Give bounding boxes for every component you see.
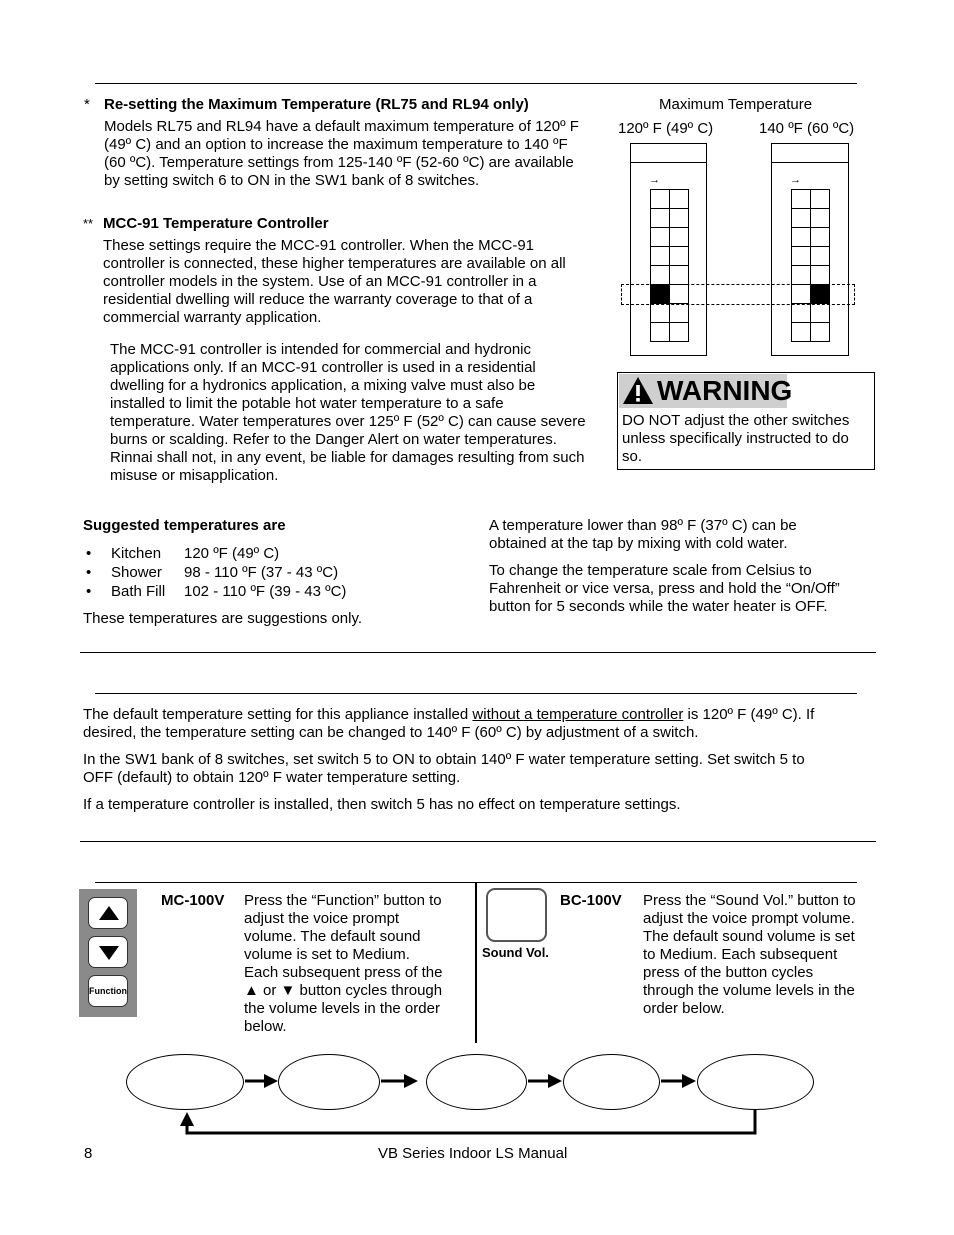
body-line: residential dwelling will reduce the warranty coverage to that of a [103, 291, 533, 308]
body-line: misuse or misapplication. [110, 467, 279, 484]
body-line: temperature. Water temperatures over 125º F (52º C) can cause severe [110, 413, 586, 430]
room-temp: 102 - 110 ºF (39 - 43 ºC) [184, 583, 347, 600]
bullet-icon: • [86, 583, 92, 600]
body-line: adjust the voice prompt [244, 910, 400, 927]
room-label: Kitchen [111, 545, 162, 562]
manual-title: VB Series Indoor LS Manual [378, 1145, 568, 1162]
body-line: order below. [643, 1000, 725, 1017]
warning-title: WARNING [657, 375, 793, 406]
body-line: burns or scalding. Refer to the Danger Alert on water temperatures. [110, 431, 557, 448]
body-line: Fahrenheit or vice versa, press and hold the “On/Off” [489, 580, 840, 597]
body-line: Press the “Sound Vol.” button to [643, 892, 856, 909]
body-line: by setting switch 6 to ON in the SW1 bank of 8 switches. [104, 172, 480, 189]
arrow-right-icon: → [649, 174, 660, 186]
arrow-right-icon [264, 1074, 278, 1088]
reset-max-heading: Re-setting the Maximum Temperature (RL75 and RL94 only) [104, 96, 529, 113]
arrow-right-icon [548, 1074, 562, 1088]
mc100v-model: MC-100V [161, 892, 225, 909]
page-number: 8 [84, 1145, 93, 1162]
warning-line: so. [622, 448, 643, 465]
body-line: obtained at the tap by mixing with cold water. [489, 535, 788, 552]
body-line: (49º C) and an option to increase the maximum temperature to 140 ºF [104, 136, 568, 153]
body-line: controller is connected, these higher temperatures are available on all [103, 255, 566, 272]
sound-vol-label: Sound Vol. [482, 945, 549, 960]
room-label: Shower [111, 564, 162, 581]
room-temp: 98 - 110 ºF (37 - 43 ºC) [184, 564, 339, 581]
body-line: through the volume levels in the [643, 982, 855, 999]
body-line: Each subsequent press of the [244, 964, 443, 981]
body-line: The MCC-91 controller is intended for commercial and hydronic [110, 341, 532, 358]
body-line: volume is set to Medium. [244, 946, 410, 963]
figure-label-140: 140 ºF (60 ºC) [759, 120, 855, 137]
arrow-right-icon: → [790, 174, 801, 186]
room-temp: 120 ºF (49º C) [184, 545, 280, 562]
body-line: To change the temperature scale from Celsius to [489, 562, 812, 579]
body-line: (60 ºC). Temperature settings from 125-140 ºF (52-60 ºC) are available [104, 154, 574, 171]
body-line: installed to limit the potable hot water temperature to a safe [110, 395, 504, 412]
arrow-right-icon [404, 1074, 418, 1088]
function-label: Function [89, 986, 127, 996]
body-line: Rinnai shall not, in any event, be liable for damages resulting from such [110, 449, 585, 466]
footnote-marker-single: * [84, 96, 90, 113]
body-line: In the SW1 bank of 8 switches, set switch 5 to ON to obtain 140º F water temperature setting. Set switch 5 to [83, 751, 805, 768]
body-line: Press the “Function” button to [244, 892, 442, 909]
arrow-right-icon [682, 1074, 696, 1088]
suggested-note: These temperatures are suggestions only. [83, 610, 363, 627]
body-line: If a temperature controller is installed, then switch 5 has no effect on temperature settings. [83, 796, 681, 813]
body-line: press of the button cycles [643, 964, 814, 981]
bc100v-model: BC-100V [560, 892, 622, 909]
body-line: OFF (default) to obtain 120º F water temperature setting. [83, 769, 461, 786]
body-line: dwelling for a hydronics application, a mixing valve must also be [110, 377, 536, 394]
body-line: The default sound volume is set [643, 928, 855, 945]
body-line: below. [244, 1018, 287, 1035]
underlined-phrase: without a temperature controller [472, 706, 684, 723]
body-line: These settings require the MCC-91 controller. When the MCC-91 [103, 237, 535, 254]
bullet-icon: • [86, 564, 92, 581]
body-line: controller models in the system. Use of an MCC-91 controller in a [103, 273, 537, 290]
arrow-up-icon [180, 1112, 194, 1126]
mcc91-heading: MCC-91 Temperature Controller [103, 215, 329, 232]
body-line: Models RL75 and RL94 have a default maximum temperature of 120º F [104, 118, 579, 135]
warning-line: DO NOT adjust the other switches [622, 412, 850, 429]
body-line: desired, the temperature setting can be changed to 140º F (60º C) by adjustment of a switch. [83, 724, 699, 741]
body-line: adjust the voice prompt volume. [643, 910, 855, 927]
figure-title: Maximum Temperature [659, 96, 813, 113]
body-line: applications only. If an MCC-91 controller is used in a residential [110, 359, 536, 376]
body-line: button for 5 seconds while the water heater is OFF. [489, 598, 828, 615]
footnote-marker-double: ** [83, 216, 94, 231]
suggested-heading: Suggested temperatures are [83, 517, 286, 534]
warning-line: unless specifically instructed to do [622, 430, 849, 447]
figure-label-120: 120º F (49º C) [618, 120, 714, 137]
room-label: Bath Fill [111, 583, 166, 600]
body-line: to Medium. Each subsequent [643, 946, 838, 963]
body-line: commercial warranty application. [103, 309, 322, 326]
bullet-icon: • [86, 545, 92, 562]
body-line: volume. The default sound [244, 928, 421, 945]
body-line: The default temperature setting for this appliance installed without a temperature controller is 120º F (49º C). If [83, 706, 815, 723]
body-line: the volume levels in the order [244, 1000, 440, 1017]
body-line: ▲ or ▼ button cycles through [244, 982, 443, 999]
body-line: A temperature lower than 98º F (37º C) can be [489, 517, 797, 534]
